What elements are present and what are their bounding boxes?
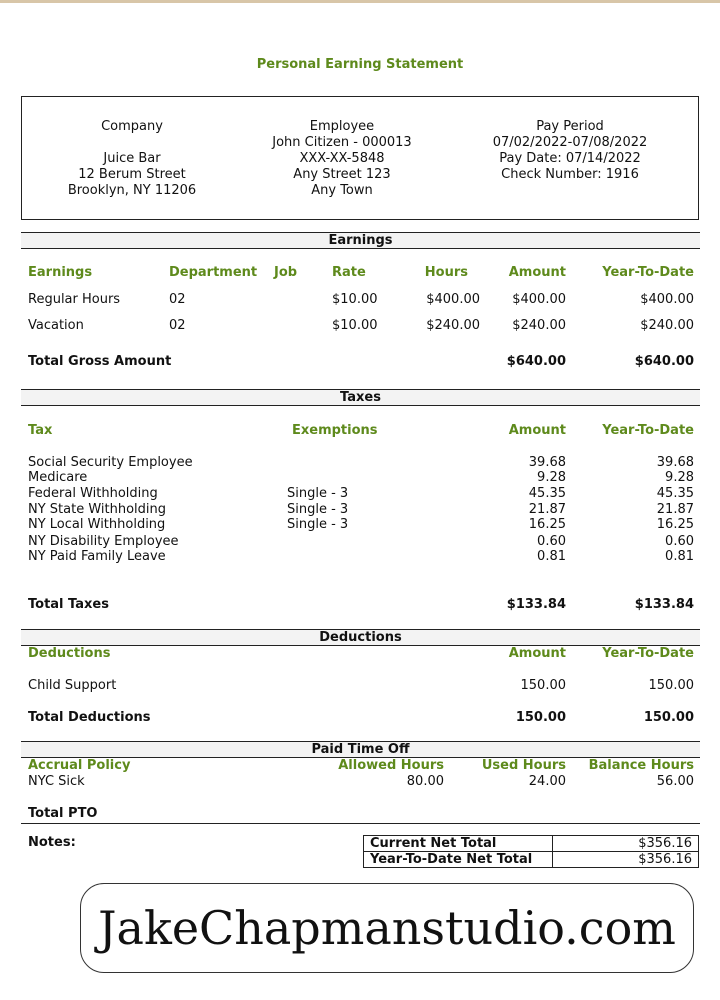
company-name: Juice Bar (103, 151, 161, 166)
tax-row-label: Social Security Employee (28, 455, 193, 470)
notes-label: Notes: (28, 835, 76, 850)
watermark-banner: JakeChapmanstudio.com (80, 883, 694, 973)
taxes-col-tax: Tax (28, 423, 53, 438)
taxes-col-ytd: Year-To-Date (602, 423, 694, 438)
earnings-row-label: Regular Hours (28, 292, 121, 307)
pto-col-used: Used Hours (481, 758, 566, 773)
tax-row-label: Medicare (28, 470, 88, 485)
earnings-col-earnings: Earnings (28, 265, 93, 280)
tax-row-label: NY Local Withholding (28, 517, 166, 532)
earnings-row-department: 02 (169, 318, 186, 333)
deductions-col-amount: Amount (508, 646, 566, 661)
total-gross-label: Total Gross Amount (28, 354, 172, 369)
pto-row-used: 24.00 (528, 774, 566, 789)
tax-row-label: NY State Withholding (28, 502, 167, 517)
total-taxes-label: Total Taxes (28, 597, 109, 612)
tax-row-ytd: 21.87 (656, 502, 694, 517)
employee-town: Any Town (311, 183, 373, 198)
tax-row-amount: 16.25 (528, 517, 566, 532)
tax-row-exemptions: Single - 3 (287, 502, 349, 517)
earnings-row-label: Vacation (28, 318, 84, 333)
tax-row-amount: 0.81 (537, 549, 566, 564)
company-heading: Company (101, 119, 163, 134)
tax-row-ytd: 39.68 (656, 455, 694, 470)
tax-row-amount: 39.68 (528, 455, 566, 470)
tax-row-ytd: 45.35 (656, 486, 694, 501)
tax-row-ytd: 16.25 (656, 517, 694, 532)
pto-col-policy: Accrual Policy (28, 758, 131, 773)
employee-street: Any Street 123 (293, 167, 391, 182)
earnings-row-rate: $10.00 (332, 292, 378, 307)
total-deductions-label: Total Deductions (28, 710, 151, 725)
total-taxes-amount: $133.84 (506, 597, 566, 612)
total-deductions-ytd: 150.00 (643, 710, 694, 725)
deduction-row-label: Child Support (28, 678, 117, 693)
pay-date: Pay Date: 07/14/2022 (499, 151, 641, 166)
pay-period-block (470, 119, 670, 183)
employee-heading: Employee (309, 119, 375, 134)
tax-row-ytd: 9.28 (665, 470, 694, 485)
earnings-row-hours: $240.00 (426, 318, 480, 333)
pto-row-label: NYC Sick (28, 774, 85, 789)
ytd-net-row (364, 852, 699, 868)
deductions-section-bar: Deductions (21, 629, 700, 646)
current-net-label: Current Net Total (364, 836, 553, 852)
top-border (0, 0, 720, 3)
company-block (46, 119, 218, 199)
pto-col-balance: Balance Hours (588, 758, 694, 773)
pay-period-range: 07/02/2022-07/08/2022 (492, 135, 648, 150)
header-info-box (21, 96, 699, 220)
total-taxes-ytd: $133.84 (634, 597, 694, 612)
tax-row-amount: 45.35 (528, 486, 566, 501)
tax-row-amount: 0.60 (537, 534, 566, 549)
earnings-col-job: Job (274, 265, 298, 280)
net-totals-table (363, 835, 699, 868)
employee-ssn: XXX-XX-5848 (299, 151, 385, 166)
deductions-col-deductions: Deductions (28, 646, 111, 661)
taxes-col-exemptions: Exemptions (292, 423, 378, 438)
deductions-col-ytd: Year-To-Date (602, 646, 694, 661)
total-pto-label: Total PTO (28, 806, 98, 821)
earnings-row-rate: $10.00 (332, 318, 378, 333)
earnings-row-amount: $240.00 (512, 318, 566, 333)
deduction-row-amount: 150.00 (520, 678, 566, 693)
earnings-row-ytd: $240.00 (640, 318, 694, 333)
pto-row-balance: 56.00 (656, 774, 694, 789)
statement-title: Personal Earning Statement (256, 57, 464, 72)
taxes-col-amount: Amount (508, 423, 566, 438)
total-deductions-amount: 150.00 (515, 710, 566, 725)
earnings-col-amount: Amount (508, 265, 566, 280)
pto-section-bar: Paid Time Off (21, 741, 700, 758)
tax-row-label: NY Paid Family Leave (28, 549, 166, 564)
ytd-net-value: $356.16 (553, 852, 699, 868)
earnings-section-bar: Earnings (21, 232, 700, 249)
check-number: Check Number: 1916 (501, 167, 639, 182)
tax-row-amount: 21.87 (528, 502, 566, 517)
pay-period-heading: Pay Period (536, 119, 604, 134)
taxes-section-bar: Taxes (21, 389, 700, 406)
earnings-col-rate: Rate (332, 265, 366, 280)
total-gross-amount: $640.00 (506, 354, 566, 369)
earnings-row-amount: $400.00 (512, 292, 566, 307)
earnings-col-ytd: Year-To-Date (602, 265, 694, 280)
pto-col-allowed: Allowed Hours (338, 758, 444, 773)
employee-name: John Citizen - 000013 (272, 135, 412, 150)
tax-row-label: Federal Withholding (28, 486, 158, 501)
earnings-row-ytd: $400.00 (640, 292, 694, 307)
deduction-row-ytd: 150.00 (648, 678, 694, 693)
pto-bottom-rule (21, 823, 700, 824)
tax-row-label: NY Disability Employee (28, 534, 179, 549)
tax-row-exemptions: Single - 3 (287, 486, 349, 501)
company-city: Brooklyn, NY 11206 (67, 183, 197, 198)
earnings-row-department: 02 (169, 292, 186, 307)
total-gross-ytd: $640.00 (634, 354, 694, 369)
earnings-col-hours: Hours (424, 265, 468, 280)
earnings-row-hours: $400.00 (426, 292, 480, 307)
current-net-row (364, 836, 699, 852)
current-net-value: $356.16 (553, 836, 699, 852)
tax-row-ytd: 0.81 (665, 549, 694, 564)
tax-row-exemptions: Single - 3 (287, 517, 349, 532)
employee-block (254, 119, 430, 199)
ytd-net-label: Year-To-Date Net Total (364, 852, 553, 868)
tax-row-amount: 9.28 (537, 470, 566, 485)
company-street: 12 Berum Street (78, 167, 186, 182)
earnings-col-department: Department (169, 265, 258, 280)
tax-row-ytd: 0.60 (665, 534, 694, 549)
pto-row-allowed: 80.00 (406, 774, 444, 789)
